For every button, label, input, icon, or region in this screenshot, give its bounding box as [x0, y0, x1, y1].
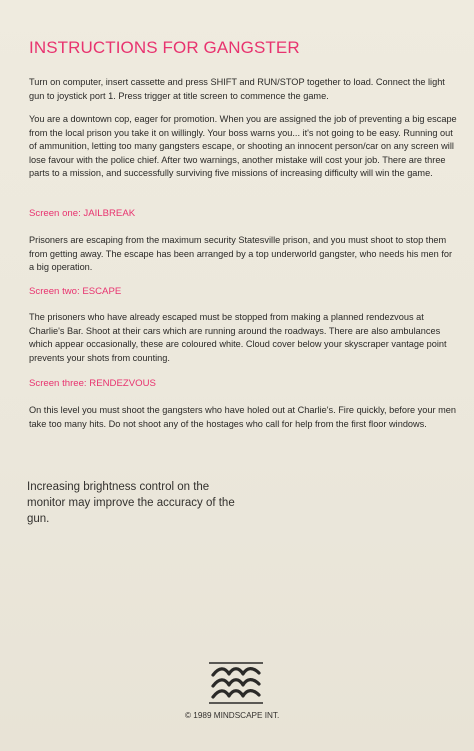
screen-three-text: On this level you must shoot the gangsters who have holed out at Charlie's. Fire quickly, before your men take too many hits. Do not shoot any of the hostages who call for help from the first floor windows. — [29, 405, 456, 429]
loading-instructions: Turn on computer, insert cassette and press SHIFT and RUN/STOP together to load. Connect the light gun to joystick port 1. Press trigger at title screen to commence the game. — [29, 77, 445, 101]
screen-one-text: Prisoners are escaping from the maximum security Statesville prison, and you must shoot to stop them from getting away. The escape has been arranged by a top underworld gangster, who needs his men for a big operation. — [29, 235, 453, 273]
brightness-note: Increasing brightness control on the monitor may improve the accuracy of the gun. — [27, 481, 235, 525]
story-paragraph: You are a downtown cop, eager for promotion. When you are assigned the job of preventing a big escape from the local prison you take it on willingly. Your boss warns you... it's not going to be easy. Running out of ammunition, letting too many gangsters escape, or shooting an innocent person/car on any screen will lose favour with the police chief. After two warnings, another mistake will cost your job. There are three parts to a mission, and successfully surviving five missions of increasing difficulty will win the game. — [29, 114, 457, 179]
mindscape-wave-logo-icon — [203, 657, 269, 705]
screen-two-text: The prisoners who have already escaped must be stopped from making a planned rendezvous at Charlie's Bar. Shoot at their cars which are running around the roadways. There are also ambulances which appear occasionally, these are coloured white. Cloud cover below your skyscraper vantage point prevents your shots from counting. — [29, 312, 447, 363]
screen-one-heading: Screen one: JAILBREAK — [29, 208, 136, 219]
screen-three-heading: Screen three: RENDEZVOUS — [29, 378, 156, 389]
copyright-notice: © 1989 MINDSCAPE INT. — [185, 711, 280, 720]
mindscape-logo — [203, 657, 269, 705]
screen-two-heading: Screen two: ESCAPE — [29, 286, 122, 297]
page-title: INSTRUCTIONS FOR GANGSTER — [29, 38, 300, 57]
